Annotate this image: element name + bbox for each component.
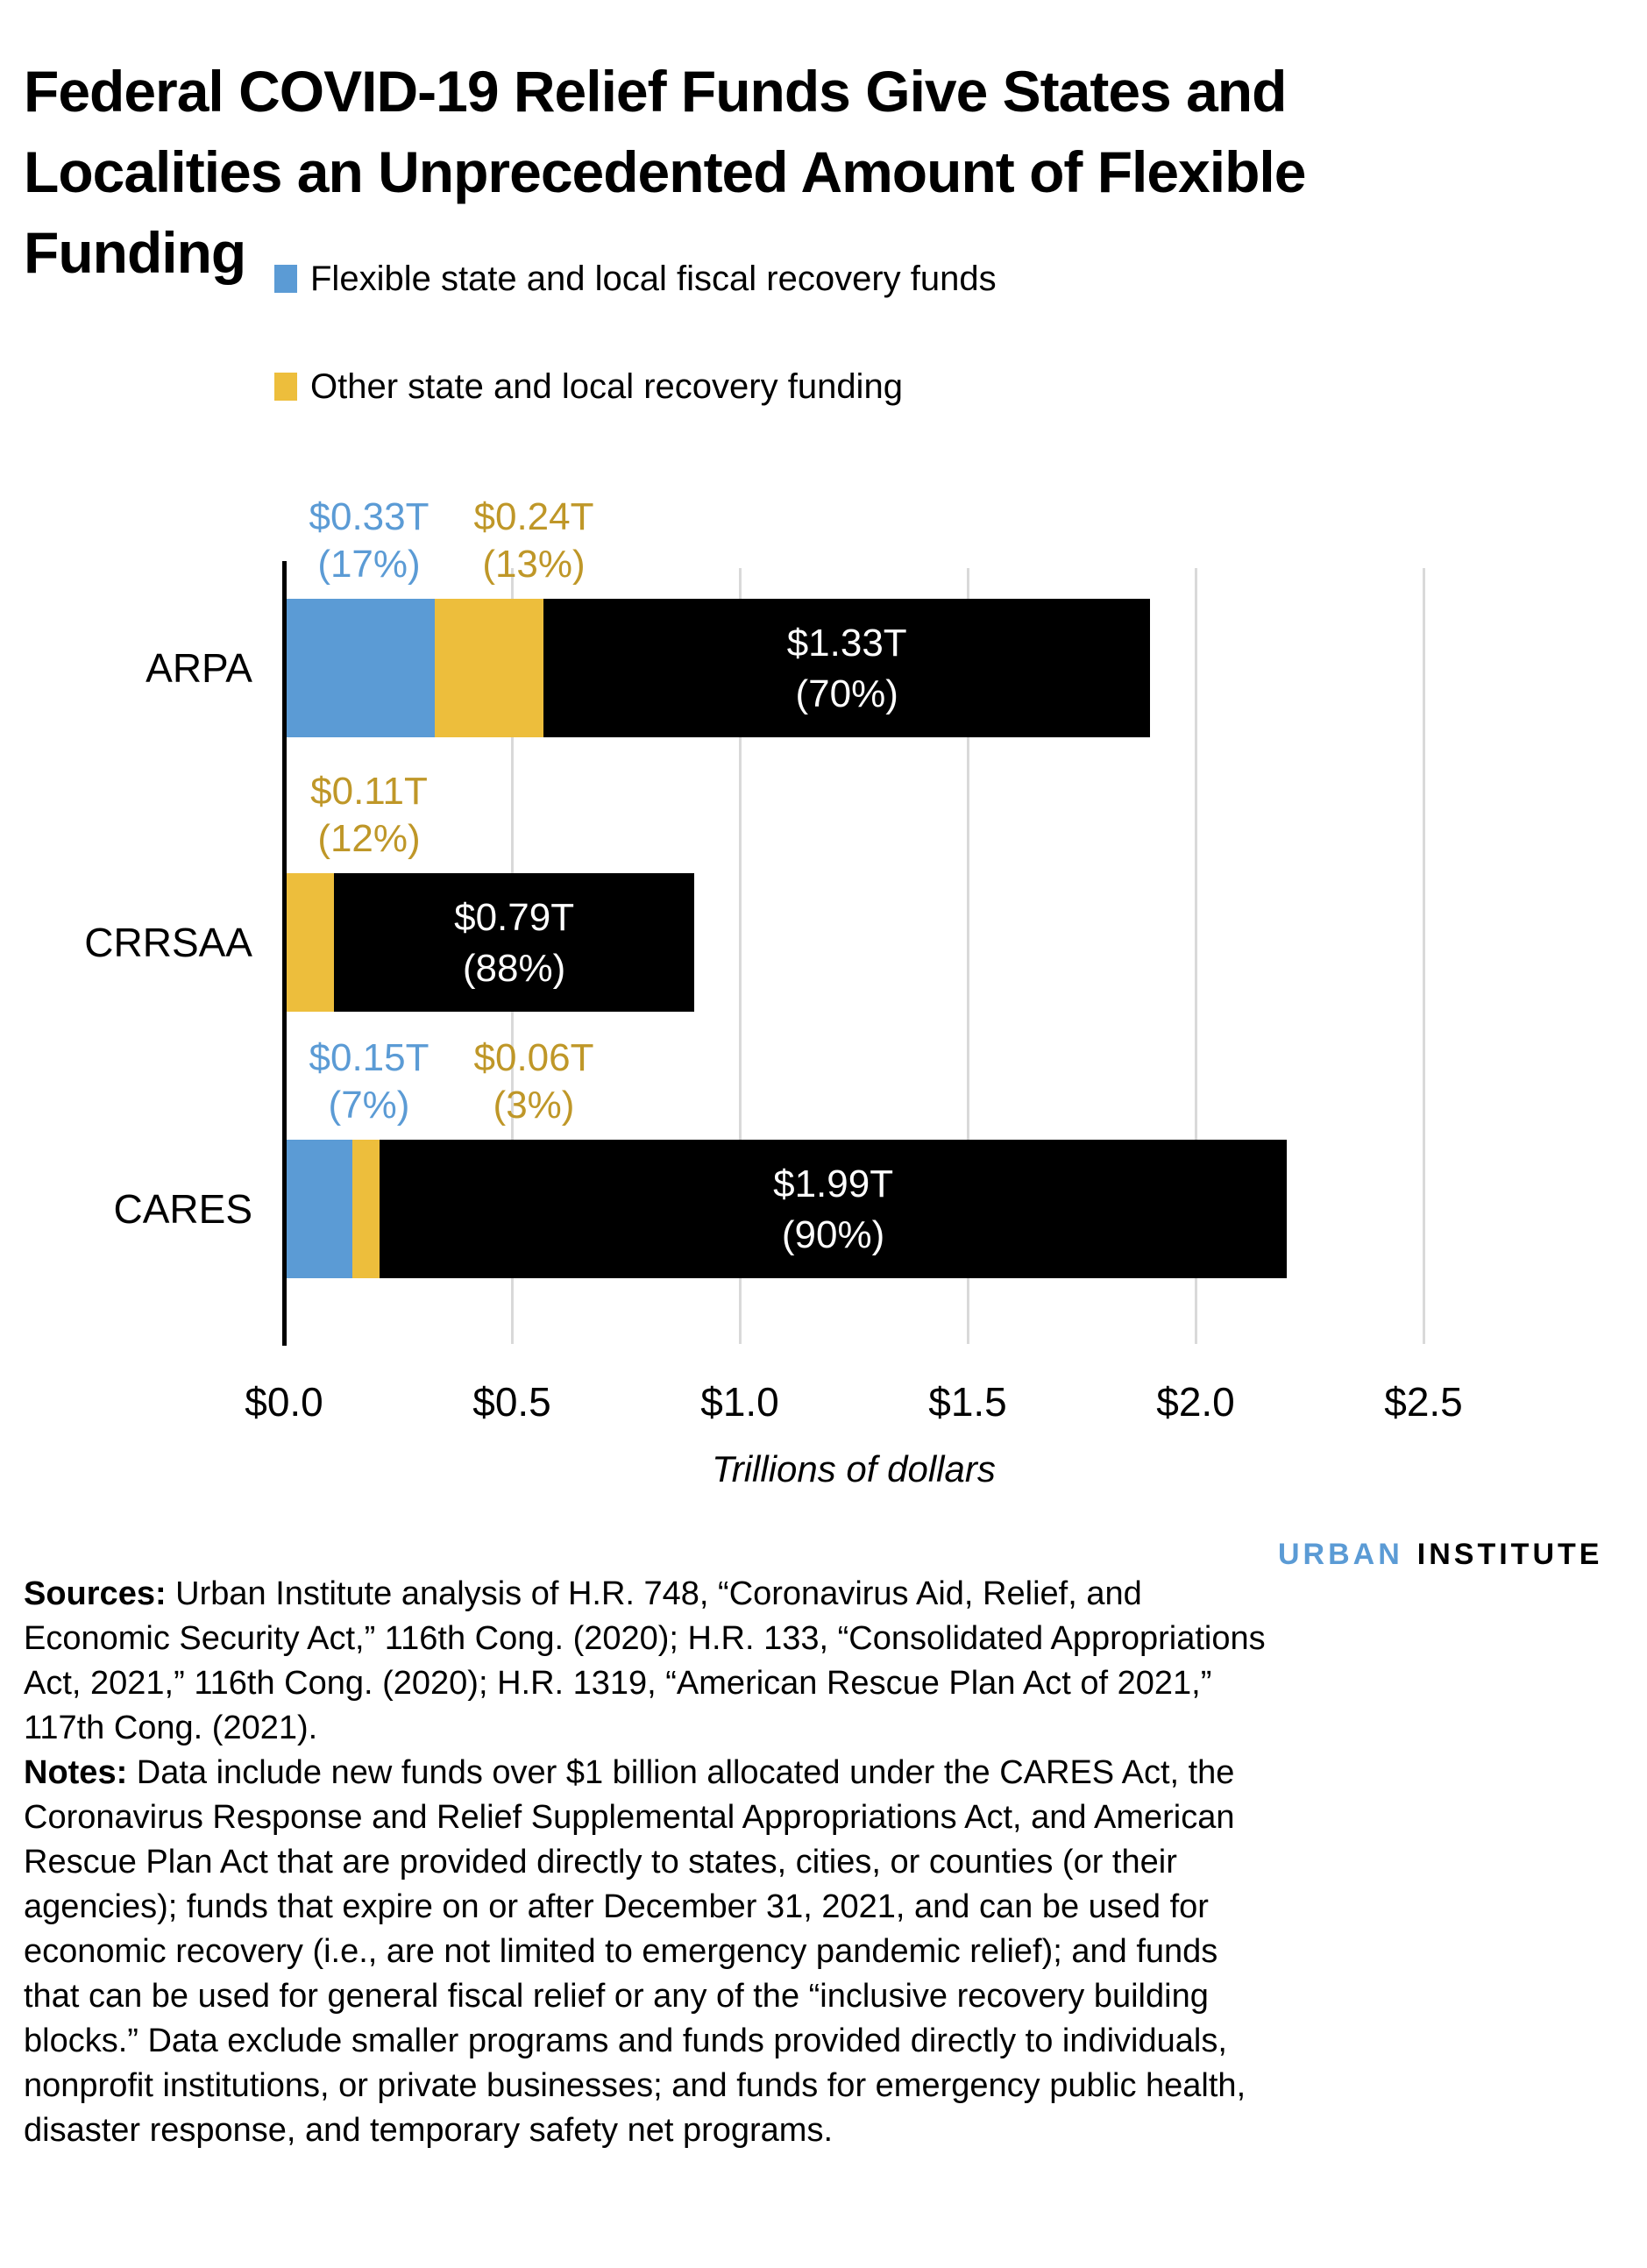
category-label: CRRSAA — [84, 920, 252, 965]
sources-paragraph — [24, 1572, 1277, 1751]
sources-notes — [24, 1572, 1277, 2153]
value-label-amount: $1.99T — [773, 1162, 894, 1205]
value-label-percent: (3%) — [493, 1084, 575, 1127]
value-label-percent: (12%) — [317, 817, 421, 860]
value-label-percent: (17%) — [317, 543, 421, 586]
sources-label: Sources: — [24, 1575, 167, 1612]
notes-text: Data include new funds over $1 billion allocated under the CARES Act, the Coronavirus Response and Relief Supplemental Appropriations Act, and American Rescue Plan Act that are provided directly to states, cities, or counties (or their agencies); funds that expire on or after December 31, 2021, and can be used for economic recovery (i.e., are not limited to emergency pandemic relief); and funds that can be used for general fiscal relief or any of the “inclusive recovery building blocks.” Data exclude smaller programs and funds provided directly to individuals, nonprofit institutions, or private businesses; and funds for emergency public health, disaster response, and temporary safety net programs. — [24, 1754, 1246, 2149]
x-tick-label: $1.5 — [928, 1379, 1007, 1425]
bar-segment-other — [284, 873, 334, 1012]
x-tick-label: $1.0 — [700, 1379, 779, 1425]
bar-segment-flexible — [284, 599, 435, 737]
gridline — [1423, 568, 1425, 1344]
value-label-percent: (70%) — [795, 672, 898, 715]
x-tick-label: $0.5 — [472, 1379, 551, 1425]
value-label-percent: (88%) — [462, 947, 566, 990]
bar-segment-flexible — [284, 1140, 352, 1278]
value-label-inside — [380, 1159, 1287, 1261]
logo-urban-text: URBAN — [1278, 1538, 1403, 1571]
urban-institute-logo — [1278, 1538, 1602, 1572]
value-label-amount: $0.33T — [309, 495, 429, 538]
x-tick-label: $2.5 — [1384, 1379, 1463, 1425]
value-label-outside — [238, 768, 500, 863]
y-axis-line — [282, 561, 287, 1346]
value-label-amount: $0.24T — [473, 495, 594, 538]
category-label: CARES — [113, 1186, 252, 1232]
legend-label-flexible: Flexible state and local fiscal recovery funds — [310, 259, 997, 298]
bar-segment-other — [435, 599, 544, 737]
chart-title: Federal COVID-19 Relief Funds Give States and Localities an Unprecedented Amount of Flexible Funding — [24, 59, 1306, 286]
notes-label: Notes: — [24, 1754, 128, 1791]
category-label: ARPA — [146, 645, 252, 691]
logo-institute-text: INSTITUTE — [1416, 1538, 1603, 1571]
value-label-percent: (13%) — [482, 543, 586, 586]
x-tick-label: $2.0 — [1156, 1379, 1235, 1425]
value-label-inside — [543, 618, 1150, 720]
value-label-amount: $0.11T — [310, 770, 428, 813]
x-tick-label: $0.0 — [245, 1379, 323, 1425]
value-label-outside — [402, 494, 665, 588]
bar-segment-other — [352, 1140, 380, 1278]
value-label-amount: $0.79T — [454, 896, 575, 939]
value-label-amount: $0.15T — [309, 1036, 429, 1079]
value-label-inside — [334, 892, 694, 994]
value-label-amount: $0.06T — [473, 1036, 594, 1079]
value-label-amount: $1.33T — [786, 622, 907, 665]
legend-label-other: Other state and local recovery funding — [310, 366, 903, 406]
value-label-percent: (7%) — [328, 1084, 410, 1127]
value-label-percent: (90%) — [781, 1213, 885, 1256]
value-label-outside — [402, 1034, 665, 1129]
x-axis-title: Trillions of dollars — [712, 1448, 996, 1489]
notes-paragraph — [24, 1751, 1277, 2153]
sources-text: Urban Institute analysis of H.R. 748, “Coronavirus Aid, Relief, and Economic Security Act,” 116th Cong. (2020); H.R. 133, “Consolidated Appropriations Act, 2021,” 116th Cong. (2020); H.R. 1319, “American Rescue Plan Act of 2021,” 117th Cong. (2021). — [24, 1575, 1266, 1746]
